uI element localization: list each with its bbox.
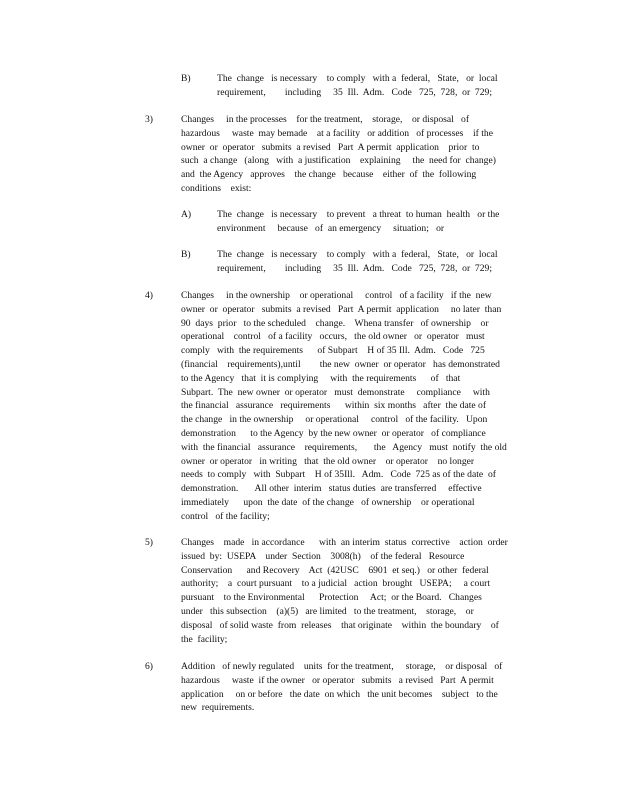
text-line: (financial requirements),until the new owner or operator has demonstrated xyxy=(181,358,500,370)
item-text xyxy=(181,289,541,524)
text-line: hazardous waste if the owner or operator submits a revised Part A permit xyxy=(181,674,494,686)
text-line: requirement, including 35 Ill. Adm. Code 725, 728, or 729; xyxy=(217,262,492,274)
item-label: A) xyxy=(181,209,192,220)
text-line: pursuant to the Environmental Protection Act; or the Board. Changes xyxy=(181,592,482,604)
text-line: Changes in the processes for the treatment, storage, or disposal of xyxy=(181,114,470,125)
text-line: The change is necessary to comply with a federal, State, or local xyxy=(217,249,498,260)
text-line: Subpart. The new owner or operator must demonstrate compliance with xyxy=(181,386,490,398)
text-line: the financial assurance requirements within six months after the date of xyxy=(181,400,487,412)
item-label: 4) xyxy=(145,290,153,301)
text-line: under this subsection (a)(5) are limited to the treatment, storage, or xyxy=(181,605,474,617)
item-text xyxy=(217,248,522,276)
text-line: the facility; xyxy=(181,633,228,645)
item-text xyxy=(217,72,522,100)
text-line: comply with the requirements of Subpart H of 35 Ill. Adm. Code 725 xyxy=(181,345,485,357)
text-line: demonstration. All other interim status duties are transferred effective xyxy=(181,483,482,495)
text-line: control of the facility; xyxy=(181,510,270,522)
text-line: and the Agency approves the change because either of the following xyxy=(181,169,477,181)
text-line: to the Agency that it is complying with the requirements of that xyxy=(181,372,461,384)
text-line: demonstration to the Agency by the new owner or operator of compliance xyxy=(181,427,486,439)
item-label: B) xyxy=(181,249,191,260)
text-line: issued by: USEPA under Section 3008(h) of the federal Resource xyxy=(181,550,465,562)
text-line: such a change (along with a justification explaining the need for change) xyxy=(181,155,496,167)
item-label: B) xyxy=(181,73,191,84)
text-line: with the financial assurance requirements, the Agency must notify the old xyxy=(181,441,507,453)
text-line: Changes in the ownership or operational control of a facility if the new xyxy=(181,290,492,301)
item-text xyxy=(217,208,537,236)
item-text xyxy=(181,536,541,646)
text-line: authority; a court pursuant to a judicial action brought USEPA; a court xyxy=(181,578,490,590)
text-line: application on or before the date on which the unit becomes subject to the xyxy=(181,688,498,700)
text-line: needs to comply with Subpart H of 35Ill. Adm. Code 725 as of the date of xyxy=(181,469,496,481)
item-text xyxy=(181,113,531,196)
text-line: 90 days prior to the scheduled change. Whena transfer of ownership or xyxy=(181,317,489,329)
text-line: The change is necessary to prevent a threat to human health or the xyxy=(217,209,500,220)
item-text xyxy=(181,660,541,715)
item-label: 5) xyxy=(145,537,153,548)
text-line: owner or operator submits a revised Part A permit application no later than xyxy=(181,303,502,315)
item-label: 3) xyxy=(145,114,153,125)
text-line: operational control of a facility occurs, the old owner or operator must xyxy=(181,331,485,343)
text-line: conditions exist: xyxy=(181,182,252,194)
text-line: disposal of solid waste from releases that originate within the boundary of xyxy=(181,619,499,631)
text-line: The change is necessary to comply with a federal, State, or local xyxy=(217,73,498,84)
text-line: new requirements. xyxy=(181,702,255,714)
text-line: Changes made in accordance with an interim status corrective action order xyxy=(181,537,508,548)
text-line: requirement, including 35 Ill. Adm. Code 725, 728, or 729; xyxy=(217,86,492,98)
text-line: Conservation and Recovery Act (42USC 6901 et seq.) or other federal xyxy=(181,564,489,576)
text-line: owner or operator in writing that the old owner or operator no longer xyxy=(181,455,475,467)
text-line: Addition of newly regulated units for the treatment, storage, or disposal of xyxy=(181,661,503,672)
text-line: the change in the ownership or operational control of the facility. Upon xyxy=(181,414,488,426)
text-line: hazardous waste may bemade at a facility or addition of processes if the xyxy=(181,127,493,139)
text-line: environment because of an emergency situation; or xyxy=(217,222,445,234)
text-line: owner or operator submits a revised Part A permit application prior to xyxy=(181,141,480,153)
text-line: immediately upon the date of the change of ownership or operational xyxy=(181,496,475,508)
item-label: 6) xyxy=(145,661,153,672)
